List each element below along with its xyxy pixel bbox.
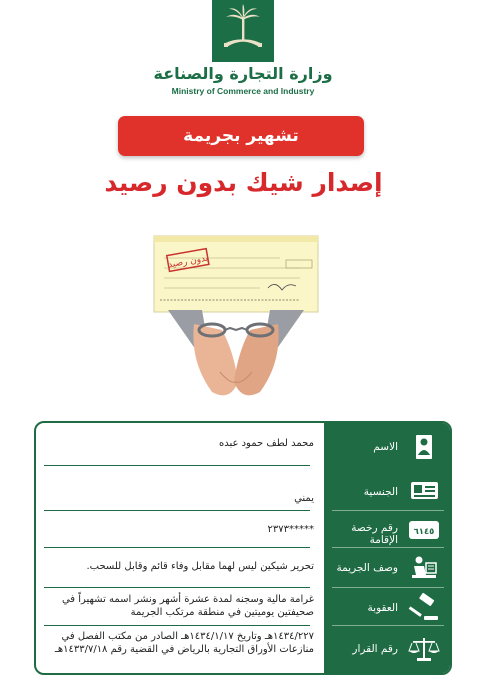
gavel-icon	[406, 593, 442, 623]
name-row	[36, 423, 450, 466]
description-row	[36, 548, 450, 588]
writing-person-icon	[406, 553, 442, 583]
id-card-icon	[406, 475, 442, 505]
nationality-label: الجنسية	[363, 486, 398, 498]
handcuffed-hands-image	[168, 310, 304, 395]
cheque-handcuffs-illustration	[150, 232, 322, 404]
person-icon	[406, 431, 442, 461]
ministry-name-arabic: وزارة التجارة والصناعة	[153, 64, 333, 83]
name-value: محمد لطف حمود عبده	[218, 438, 314, 449]
nationality-row	[36, 466, 450, 511]
crime-title: إصدار شيك بدون رصيد	[104, 168, 383, 197]
name-label: الاسم	[373, 441, 398, 453]
ministry-logo	[212, 0, 274, 62]
nationality-value: يمني	[294, 493, 314, 504]
details-card	[34, 421, 452, 675]
penalty-label: العقوبة	[367, 602, 398, 614]
ministry-name-english: Ministry of Commerce and Industry	[171, 86, 315, 96]
penalty-row	[36, 588, 450, 626]
defamation-banner: تشهير بجريمة	[118, 116, 364, 156]
decision-row	[36, 626, 450, 673]
cheque-image	[154, 236, 318, 312]
scales-icon	[406, 634, 442, 664]
svg-text:٦١٤٥: ٦١٤٥	[413, 527, 435, 537]
decision-value: ١٤٣٤/٢٢٧هـ وتاريخ ١٤٣٤/١/١٧هـ الصادر من مكتب الفصل في منازعات الأوراق التجارية بالرياض في القضية رقم ١٤٣٣/٧/١٨هـ	[54, 631, 314, 655]
residence-row	[36, 511, 450, 548]
residence-label: رقم رخصة الإقامة	[351, 522, 398, 546]
palm-swords-emblem-icon	[212, 0, 274, 62]
penalty-value: غرامة مالية وسجنه لمدة عشرة أشهر ونشر اسمه تشهيراً في صحيفتين يوميتين في منطقة مرتكب الجريمة	[61, 594, 314, 618]
decision-label: رقم القرار	[352, 643, 398, 655]
description-label: وصف الجريمة	[336, 562, 398, 574]
residence-value: *****٢٣٧٣	[267, 524, 314, 535]
svg-text:بدون رصيد: بدون رصيد	[167, 253, 209, 271]
description-value: تحرير شيكين ليس لهما مقابل وفاء قائم وقابل للسحب.	[86, 561, 314, 572]
residence-id-icon	[406, 515, 442, 545]
